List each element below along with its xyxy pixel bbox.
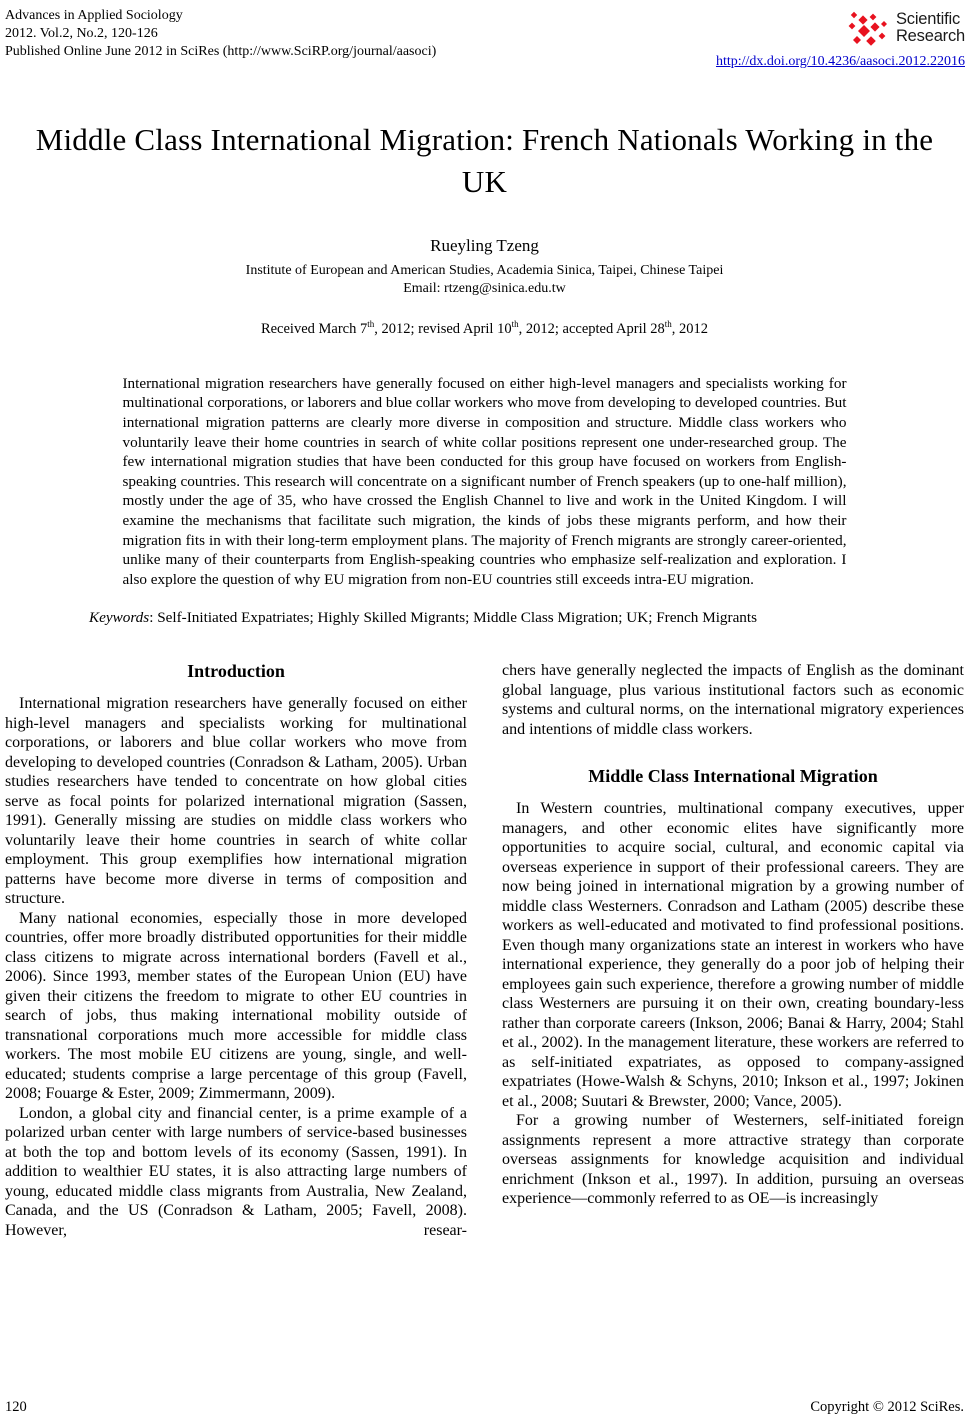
abstract-text: International migration researchers have generally focused on either high-level managers and specialists working for multinational corporations, or laborers and blue collar workers who move from developing to developed countries. But international migration patterns are clearly more diverse in composition and structure. Middle class workers who voluntarily leave their home countries in search of white collar positions represent one under-researched group. The few international migration studies that have been conducted for this group have focused on workers from English-speaking countries. This research will concentrate on a significant number of French speakers (up to one-half million), mostly under the age of 35, who have crossed the English Channel to live and work in the United Kingdom. I will examine the mechanisms that facilitate such migration, the kinds of jobs these migrants perform, and how their migration fits in with their long-term employment plans. The majority of French migrants are strongly career-oriented, unlike many of their counterparts from English-speaking countries who emphasize self-realization and exploration. I also explore the question of why EU migration from non-EU countries still exceeds intra-EU migration. [122, 374, 847, 588]
received-dates-line [0, 319, 969, 338]
mcim-paragraph-2: For a growing number of Westerners, self-initiated foreign assignments represent a more attractive strategy than corporate overseas assignments for knowledge acquisition and individual enrichment (Inkson et al., 1997). In addition, pursuing an overseas experience—commonly referred to as OE—is increasingly [502, 1112, 964, 1208]
author-affiliation: Institute of European and American Studies, Academia Sinica, Taipei, Chinese Taipei [245, 263, 724, 278]
header-right [716, 7, 965, 70]
page-number: 120 [5, 1399, 27, 1415]
scientific-research-logo-icon [845, 7, 891, 49]
publisher-logo [845, 7, 965, 49]
doi-link[interactable]: http://dx.doi.org/10.4236/aasoci.2012.22016 [715, 54, 965, 69]
section-heading-introduction: Introduction [187, 661, 285, 682]
author-email: Email: rtzeng@sinica.edu.tw [403, 281, 566, 296]
published-online-line: Published Online June 2012 in SciRes (http://www.SciRP.org/journal/aasoci) [5, 44, 437, 59]
publisher-name-line2: Research [895, 27, 965, 45]
ordinal-suffix: th [511, 319, 519, 329]
received-part: , 2012 [671, 320, 709, 337]
page-footer [5, 1399, 964, 1416]
received-part: , 2012; accepted April 28 [518, 320, 665, 337]
keywords-label: Keywords [89, 609, 150, 627]
ordinal-suffix: th [664, 319, 672, 329]
intro-paragraph-3-continued: chers have generally neglected the impacts of English as the dominant global language, plus various institutional factors such as economic systems and cultural norms, on the international migratory experiences and intentions of middle class workers. [502, 662, 964, 738]
intro-paragraph-1: International migration researchers have generally focused on either high-level managers and specialists working for multinational corporations, or laborers and blue collar workers who move from developing to developed countries (Conradson & Latham, 2005). Urban studies researchers have tended to concentrate on how global cities serve as focal points for polarized international migration (Sassen, 1991). Generally missing are studies on middle class workers who voluntarily leave their home countries in search of white collar employment. This group exemplifies how international migration patterns have become more diverse in terms of composition and structure. [5, 695, 467, 908]
publisher-name [896, 11, 965, 45]
intro-paragraph-2: Many national economies, especially those in more developed countries, offer more broadly distributed opportunities for their middle class citizens to migrate across international borders (Favell et al., 2006). Since 1993, member states of the European Union (EU) have given their citizens the freedom to migrate to other EU countries in search of jobs, thus making international mobility outside of transnational corporations much more accessible for middle class workers. The most mobile EU citizens are young, single, and well-educated; students comprise a large percentage of this group (Favell, 2008; Fouarge & Ester, 2009; Zimmermann, 2009). [5, 909, 467, 1103]
left-column [5, 661, 467, 1240]
keywords-line [89, 607, 880, 628]
page-header [0, 0, 969, 70]
mcim-paragraph-1: In Western countries, multinational company executives, upper managers, and other economic elites have significantly more opportunities to acquire social, cultural, and economic capital via overseas experience in support of their professional careers. They are now being joined in international migration by a growing number of middle class Westerners. Conradson and Latham (2005) describe these workers as well-educated and motivated to find professional positions. Even though many organizations state an interest in workers who have international experience, they generally do a poor job of helping their employees gain such experience, therefore a growing number of middle class Westerners are pursuing it on their own, creating boundary-less rather than corporate careers (Inkson, 2006; Banai & Harry, 2004; Stahl et al., 2002). In the management literature, these workers are referred to as self-initiated expatriates, as opposed to company-assigned expatriates (Howe-Walsh & Schyns, 2010; Inkson et al., 1997; Jokinen et al., 2008; Suutari & Brewster, 2000; Vance, 2005). [502, 800, 964, 1110]
ordinal-suffix: th [367, 319, 375, 329]
journal-info [5, 7, 436, 61]
received-part: Received March 7 [260, 320, 368, 337]
two-column-body [0, 661, 969, 1240]
copyright-notice: Copyright © 2012 SciRes. [810, 1399, 964, 1415]
keywords-list: : Self-Initiated Expatriates; Highly Skilled Migrants; Middle Class Migration; UK; French Migrants [149, 609, 758, 627]
author-name: Rueyling Tzeng [430, 236, 539, 255]
journal-title: Advances in Applied Sociology [5, 8, 183, 23]
received-part: , 2012; revised April 10 [374, 320, 512, 337]
right-column [502, 661, 964, 1240]
article-title: Middle Class International Migration: French Nationals Working in the UK [35, 122, 934, 199]
publisher-name-line1: Scientific [895, 10, 960, 28]
intro-paragraph-3: London, a global city and financial center, is a prime example of a polarized urban center with large numbers of service-based businesses at both the top and bottom levels of its economy (Sassen, 1991). In addition to wealthier EU states, it is also attracting large numbers of young, educated middle class migrants from Australia, New Zealand, Canada, and the US (Conradson & Latham, 2005; Favell, 2008). However, resear- [5, 1104, 467, 1239]
journal-issue: 2012. Vol.2, No.2, 120-126 [5, 26, 158, 41]
section-heading-middle-class-international-migration: Middle Class International Migration [588, 766, 878, 787]
